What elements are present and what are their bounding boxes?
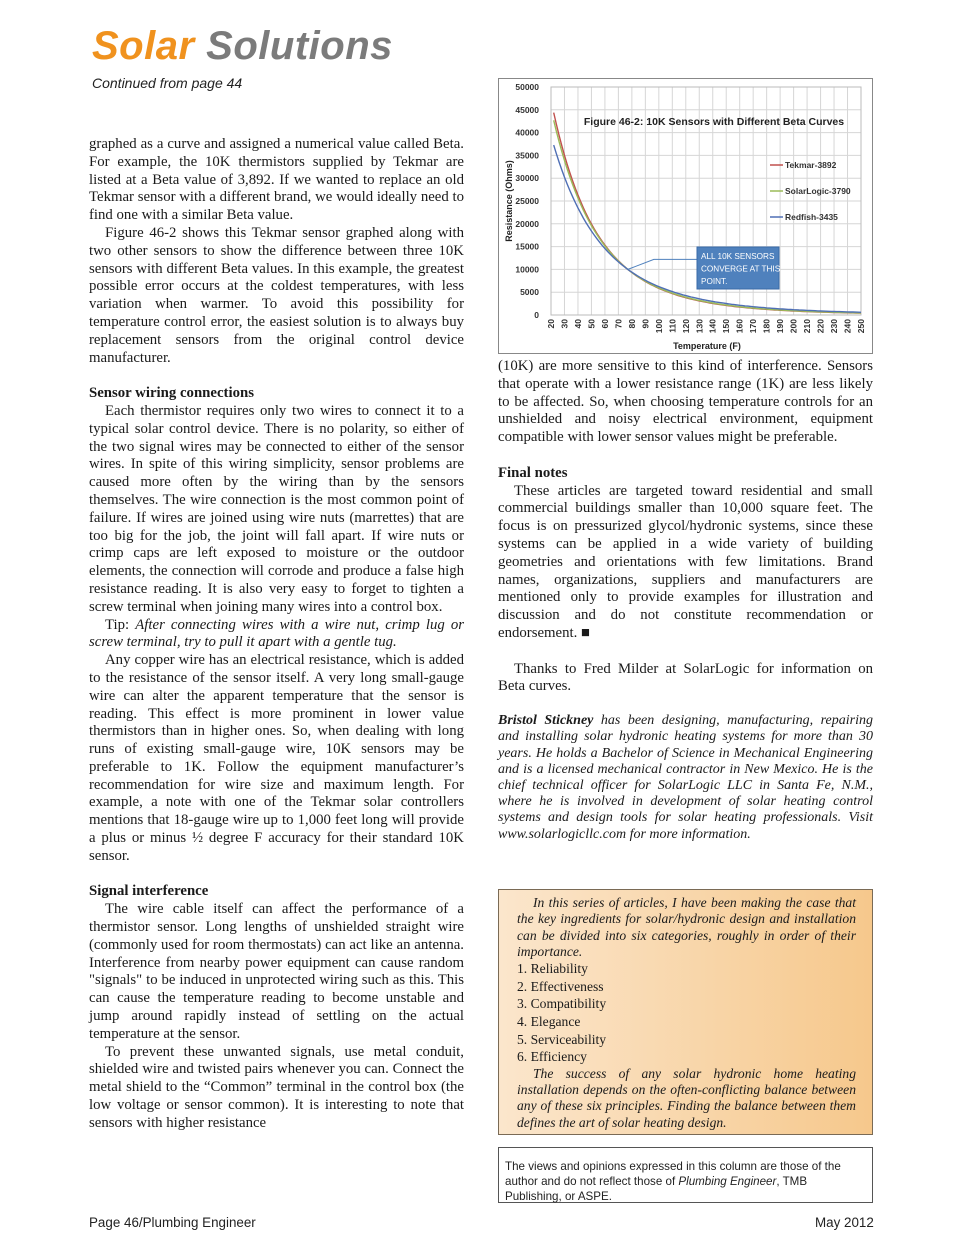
y-tick-label: 45000 [515,104,539,115]
list-item: 2. Effectiveness [517,978,604,994]
annotation-leader [628,259,697,269]
y-tick-label: 5000 [520,287,539,298]
paragraph: To prevent these unwanted signals, use metal conduit, shielded wire and twisted pairs whenever you can. Connect the metal shield to the “Common” terminal in the control box (the low voltage or sensor common). It is interesting to note that sensors with higher resistance [89,1043,464,1131]
paragraph: Any copper wire has an electrical resistance, which is added to the resistance of the sensor itself. A very long small-gauge wire can alter the apparent temperature that the sensor is reading. This effect is more prominent in lower value thermistors than in higher ones. So, when dealing with long runs of existing small-gauge wire, 10K sensors may be preferable to 1K. Follow the equipment manufacturer’s recommendation for wire size and maximum length. For example, a note with one of the Tekmar solar controllers mentions that 18-gauge wire up to 1,000 feet long will provide a plus or minus ½ degree F accuracy for their standard 10K sensor. [89,652,464,864]
author-name: Bristol Stickney [498,713,594,729]
x-tick-label: 250 [856,319,866,334]
legend-label: Redfish-3435 [785,212,838,222]
section-heading: Signal interference [89,883,209,900]
y-tick-label: 0 [534,310,539,320]
paragraph: (10K) are more sensitive to this kind of interference. Sensors that operate with a lower resistance range (1K) are less likely to be affected. So, when choosing temperature controls for an unshielded and noisy electrical environment, equipment compatible with lower sensor values might be preferable. [498,358,873,446]
x-tick-label: 190 [775,319,786,334]
section-heading: Final notes [498,464,568,481]
x-tick-label: 110 [667,319,678,333]
legend-label: SolarLogic-3790 [785,186,851,196]
annotation-text: CONVERGE AT THIS [701,264,781,274]
x-tick-label: 20 [546,319,556,329]
x-tick-label: 120 [680,319,691,334]
y-tick-label: 30000 [515,173,539,184]
author-bio-text: has been designing, manufacturing, repairing and installing solar hydronic heating systems for more than 30 years. He holds a Bachelor of Science in Mechanical Engineering and is a licensed mechanical contractor in New Mexico. He is the chief technical officer for SolarLogic LLC in Santa Fe, N.M., where he is involved in development of solar heating control systems and design tools for solar heating professionals. Visit www.solarlogicllc.com for more information. [498,713,873,842]
paragraph: Each thermistor requires only two wires to connect it to a typical solar control device. There is no polarity, so either of the two signal wires may be connected to either of the sensor wires. In spite of this wiring simplicity, sensor problems are caused more often by the wiring than by the sensors themselves. The wire connection is the most common point of failure. If wires are joined using wire nuts (marrettes) that are too big for the job, the joint will fall apart. If wire nuts or crimp caps are left exposed to moisture or the outdoor elements, the connection will corrode and produce a false high resistance reading. It is also very easy to forget to tighten a screw terminal when joining many wires into a control box. [89,402,464,615]
sidebar-intro: In this series of articles, I have been making the case that the key ingredients for solar/hydronic design and installation can be divided into six categories, roughly in order of their importance. [517,895,856,959]
publication-name: Plumbing Engineer [678,1175,777,1188]
x-tick-label: 150 [721,319,732,334]
left-column [89,136,464,1133]
disclaimer-box [498,1147,873,1203]
x-tick-label: 50 [586,319,597,329]
section-heading: Sensor wiring connections [89,385,254,402]
x-tick-label: 220 [815,319,826,334]
tip-text: After connecting wires with a wire nut, crimp lug or screw terminal, try to pull it apart with a gentle tug. [89,616,465,651]
x-tick-label: 140 [707,319,718,334]
x-tick-label: 130 [694,319,705,334]
x-tick-label: 210 [802,319,813,334]
y-tick-label: 25000 [515,196,539,206]
annotation-text: ALL 10K SENSORS [701,252,775,261]
list-item: 3. Compatibility [517,996,607,1012]
list-item: 4. Elegance [517,1013,581,1029]
disclaimer-text: The views and opinions expressed in this column are those of the author and do not reflect those of [505,1160,841,1188]
x-tick-label: 60 [599,319,610,329]
y-tick-label: 10000 [515,264,539,275]
y-tick-label: 40000 [515,127,539,138]
x-tick-label: 170 [748,319,759,334]
paragraph: Figure 46-2 shows this Tekmar sensor graphed along with two other sensors to show the difference between three 10K sensors with different Beta values. In this example, the greatest possible error occurs at the coldest temperatures, with less variation when warmer. To avoid this possibility for temperature control error, the easiest solution is to always buy replacement sensors from the original control device manufacturer. [89,224,464,366]
y-tick-label: 15000 [515,241,539,252]
author-bio [498,713,873,843]
list-item: 6. Efficiency [517,1049,587,1065]
list-item: 5. Serviceability [517,1031,607,1047]
annotation-text: POINT. [701,277,728,286]
continued-note: Continued from page 44 [92,75,243,91]
tip-label: Tip: [105,616,136,633]
chart-title: Figure 46-2: 10K Sensors with Different Beta Curves [583,116,845,128]
x-tick-label: 70 [613,319,624,329]
x-tick-label: 40 [572,319,583,329]
paragraph: The wire cable itself can affect the performance of a thermistor sensor. Long lengths of unshielded straight wire (commonly used for room thermostats) can act like an antenna. Interference from nearby power equipment can cause random "signals" to be induced in unprotected wiring such as this. This can cause the temperature reading to become unstable and jump around rapidly instead of settling on the actual temperature at the sensor. [89,901,464,1042]
paragraph: Thanks to Fred Milder at SolarLogic for information on Beta curves. [498,660,873,695]
x-tick-label: 100 [653,319,664,334]
x-tick-label: 160 [734,319,745,334]
tip-paragraph [89,617,464,653]
chart-ylabel: Resistance (Ohms) [504,160,514,242]
y-tick-label: 35000 [515,150,539,161]
disclaimer-text-end: , TMB Publishing, or ASPE. [505,1175,808,1203]
section-title [92,26,393,66]
list-item: 1. Reliability [517,961,588,977]
x-tick-label: 230 [829,319,840,334]
x-tick-label: 180 [761,319,772,334]
x-tick-label: 30 [559,319,570,329]
figure-chart [498,78,873,354]
paragraph: graphed as a curve and assigned a numerical value called Beta. For example, the 10K thermistors supplied by Tekmar are listed at a Beta value of 3,892. If we wanted to replace an old Tekmar sensor with a different brand, we would ideally need to find one with a similar Beta value. [89,136,464,224]
x-tick-label: 90 [640,319,651,329]
end-mark: ■ [581,624,590,641]
x-tick-label: 240 [842,319,853,334]
y-tick-label: 50000 [515,82,539,92]
y-tick-label: 20000 [515,218,539,229]
footer-date: May 2012 [815,1215,874,1230]
chart-svg [499,79,874,355]
paragraph-text: These articles are targeted toward residential and small commercial buildings smaller than 10,000 square feet. The focus is on pressurized glycol/hydronic systems, since these systems can be applied in a wide variety of building geometries and orientations with few limitations. Brand names, organizations, suppliers and manufacturers are mentioned only to provide examples for illustration and discussion and do not constitute recommendation or endorsement. [498,482,873,641]
sidebar-box [498,889,873,1135]
principles-list [517,960,856,1066]
footer-page-number: Page 46/Plumbing Engineer [89,1215,256,1230]
right-column [498,358,873,843]
section-title-word2: Solutions [206,24,393,68]
section-title-word1: Solar [92,24,195,68]
sidebar-outro: The success of any solar hydronic home heating installation depends on the often-conflicting balance between any of these six principles. Finding the balance between them defines the art of solar heating design. [517,1065,856,1130]
legend-label: Tekmar-3892 [785,160,837,170]
x-tick-label: 80 [626,319,637,329]
chart-xlabel: Temperature (F) [673,341,741,351]
paragraph [498,483,873,643]
x-tick-label: 200 [788,319,799,334]
